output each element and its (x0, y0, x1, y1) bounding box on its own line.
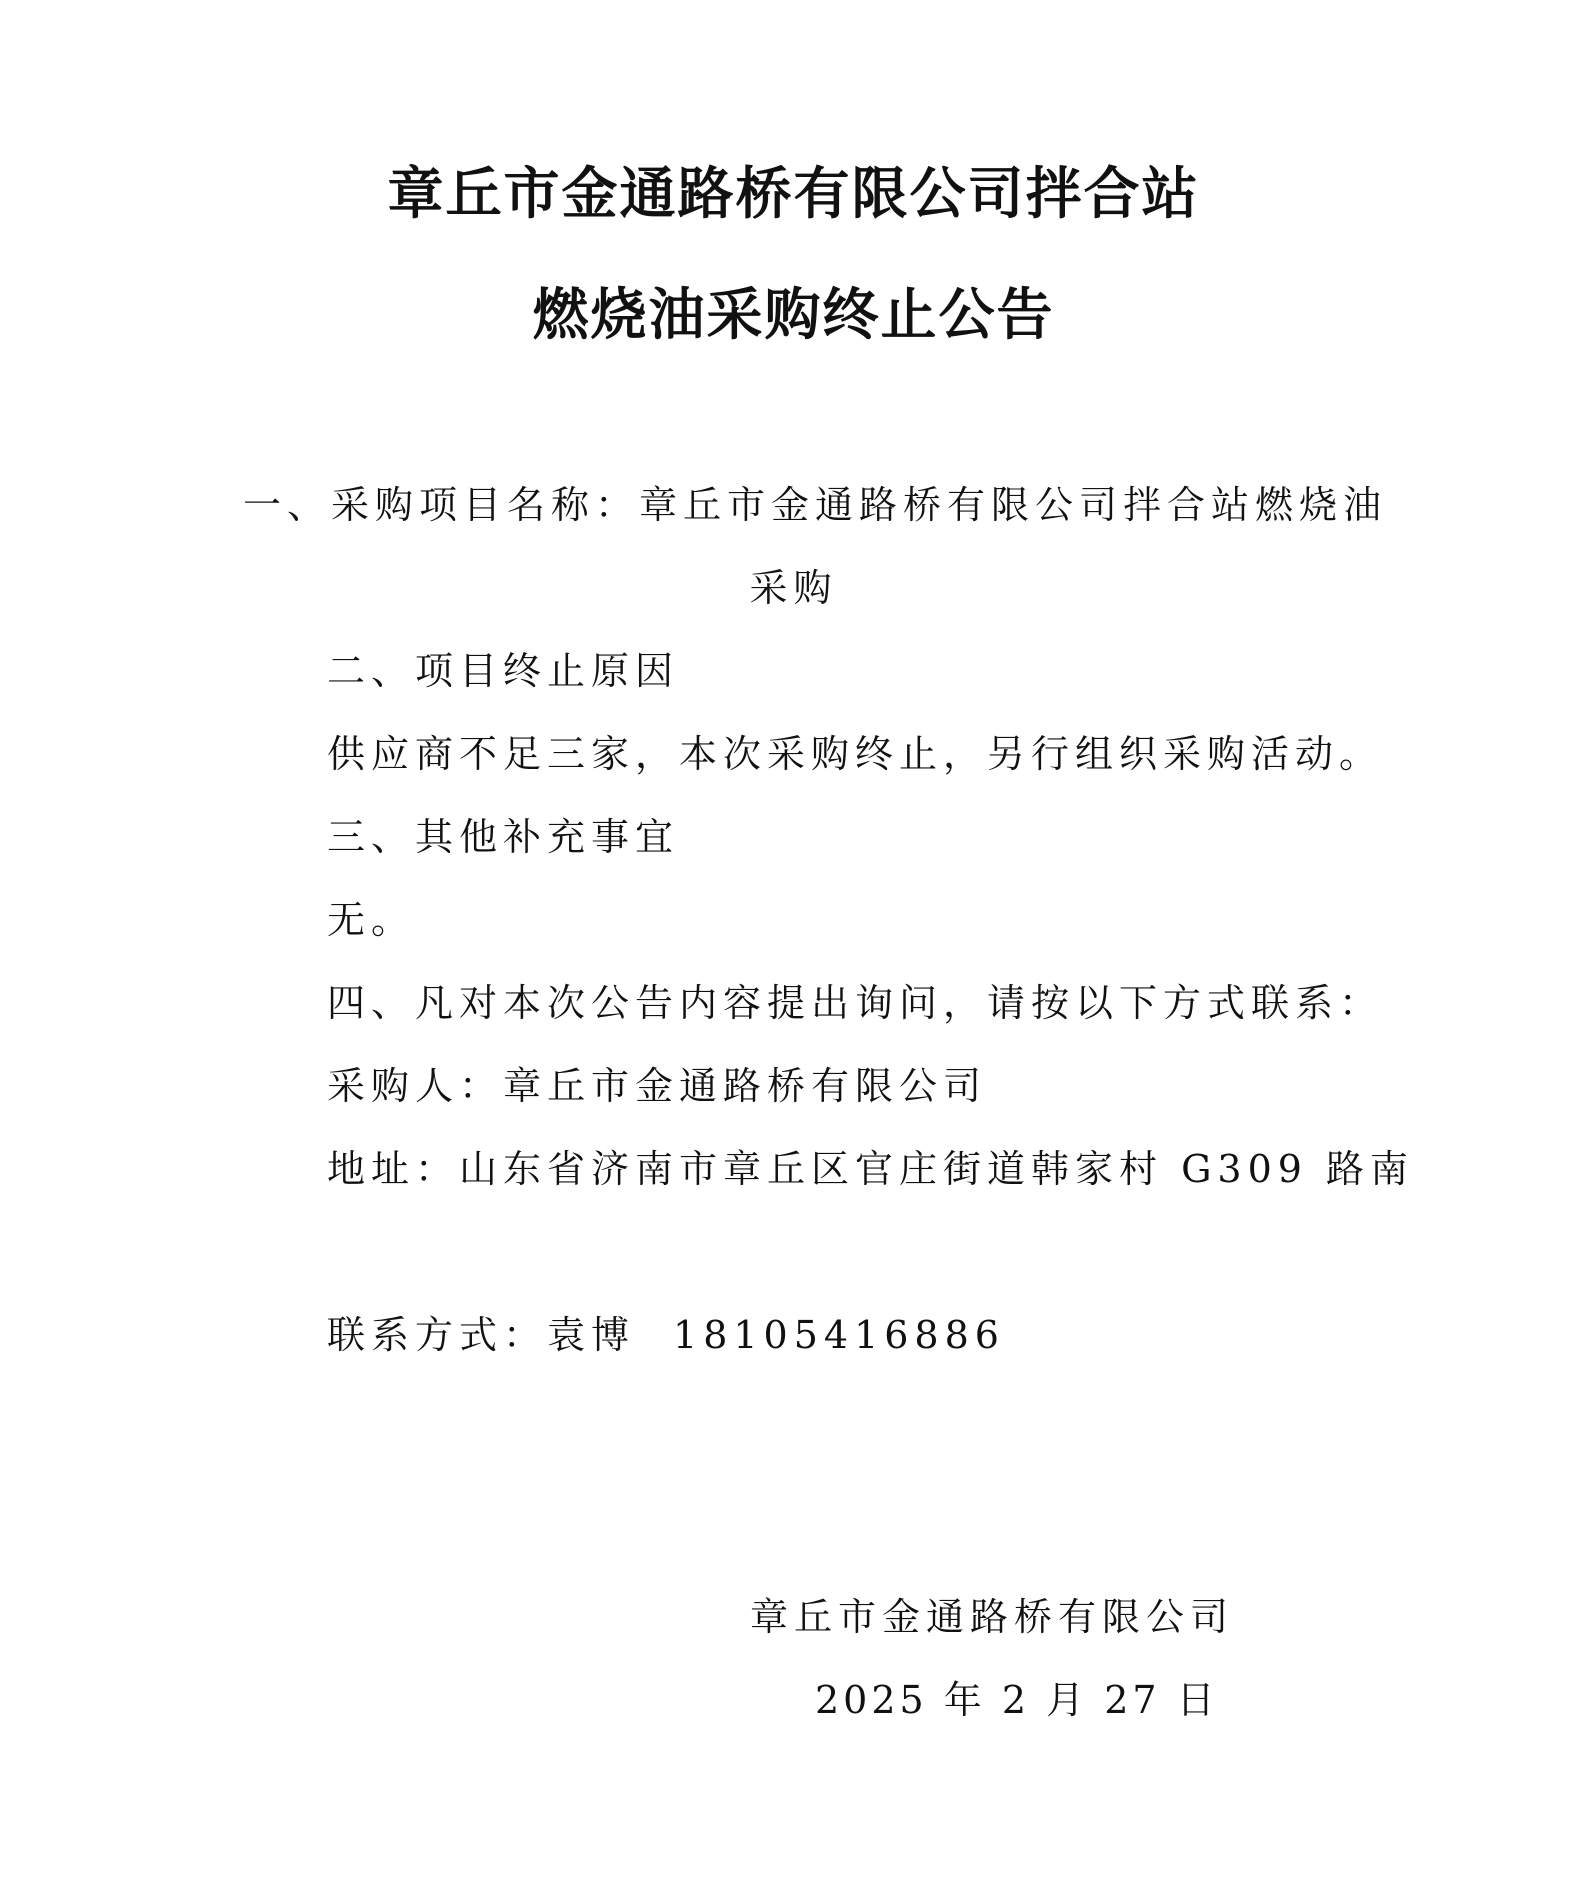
contact-line (327, 1310, 1005, 1360)
signature-date: 2025 年 2 月 27 日 (815, 1678, 1219, 1722)
section-4-heading: 四、凡对本次公告内容提出询问，请按以下方式联系： (327, 981, 1384, 1025)
section-3-body: 无。 (327, 898, 416, 942)
contact-phone: 18105416886 (673, 1313, 1005, 1357)
section-1-project-name: 一、采购项目名称：章丘市金通路桥有限公司拌合站燃烧油 (243, 483, 1388, 527)
section-3-heading: 三、其他补充事宜 (327, 815, 680, 859)
page-title-line-1: 章丘市金通路桥有限公司拌合站 (387, 162, 1200, 227)
purchaser-line: 采购人：章丘市金通路桥有限公司 (327, 1064, 988, 1108)
address-line: 地址：山东省济南市章丘区官庄街道韩家村 G309 路南 (327, 1147, 1415, 1191)
contact-name: 联系方式：袁博 (327, 1313, 636, 1357)
section-1-project-name-continued: 采购 (749, 566, 838, 610)
section-2-heading: 二、项目终止原因 (327, 649, 680, 693)
signature-company: 章丘市金通路桥有限公司 (750, 1595, 1235, 1639)
section-2-body: 供应商不足三家，本次采购终止，另行组织采购活动。 (327, 732, 1384, 776)
page-title-line-2: 燃烧油采购终止公告 (532, 283, 1055, 348)
